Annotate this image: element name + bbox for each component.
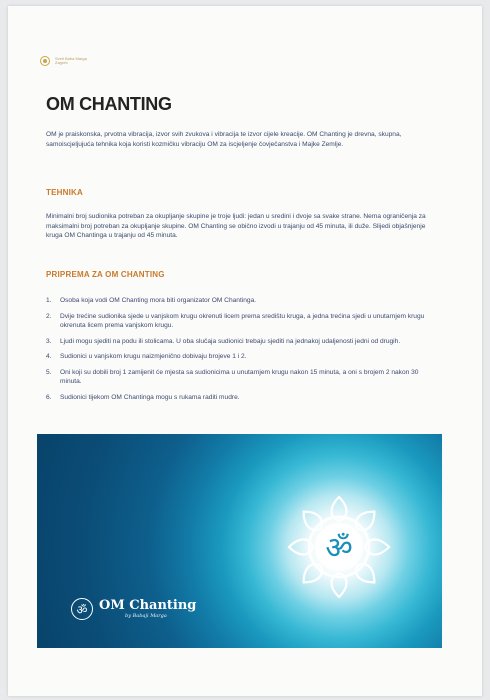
logo-line-1: Sveti Baba Marga: [55, 56, 87, 61]
banner-brand: OM Chanting: [99, 598, 197, 613]
list-item: 2. Dvije trećine sudionika sjede u vanjskom krugu okrenuti licem prema središtu kruga, a jedna trećina sjedi u unutarnjem krugu okrenuta licem prema vanjskom krugu.: [46, 312, 425, 329]
list-item: 6. Sudionici tijekom OM Chantinga mogu s rukama raditi mudre.: [46, 393, 240, 401]
logo-mark-icon: [40, 56, 50, 66]
logo-line-2: Zagreb: [55, 60, 68, 65]
list-item: 5. Oni koji su dobili broj 1 zamijenit će mjesta sa sudionicima u unutarnjem krugu nakon 15 minuta, a oni s brojem 2 nakon 30 minuta.: [46, 368, 419, 385]
technique-paragraph: Minimalni broj sudionika potreban za okupljanje skupine je troje ljudi: jedan u sredini i dvoje sa svake strane. Nema ograničenja za maksimalni broj potreban za okupljanje skupine. OM Chanting se obično izvodi u trajanju od 45 minuta, ili duže. Slijedi objašnjenje kruga OM Chantinga u trajanju od 45 minuta.: [46, 213, 426, 239]
banner-subtitle: by Babaji Marga: [125, 613, 167, 619]
header-logo: [40, 56, 87, 66]
preparation-steps-list: [46, 296, 436, 408]
lotus-om-icon: [274, 482, 404, 612]
om-circle-icon: ॐ: [71, 598, 93, 620]
om-symbol: ॐ: [325, 531, 353, 566]
section-heading-preparation: PRIPREMA ZA OM CHANTING: [46, 270, 165, 279]
list-item: 3. Ljudi mogu sjediti na podu ili stolicama. U oba slučaja sudionici trebaju sjediti na jednakoj udaljenosti jedni od drugih.: [46, 337, 401, 345]
banner-logo: [71, 598, 196, 620]
document-page: [8, 6, 482, 696]
logo-text: [55, 57, 87, 65]
section-heading-technique: TEHNIKA: [46, 188, 83, 197]
list-item: 1. Osoba koja vodi OM Chanting mora biti organizator OM Chantinga.: [46, 297, 257, 304]
list-item: 4. Sudionici u vanjskom krugu naizmjenično dobivaju brojeve 1 i 2.: [46, 353, 247, 360]
intro-paragraph: OM je praiskonska, prvotna vibracija, izvor svih zvukova i vibracija te izvor cijele kreacije. OM Chanting je drevna, skupna, samoiscjeljujuća tehnika koja koristi kozmičku vibraciju OM za iscjeljenje čovječanstva i Majke Zemlje.: [46, 131, 402, 148]
om-chanting-banner: [37, 434, 442, 648]
page-title: OM CHANTING: [46, 94, 172, 114]
